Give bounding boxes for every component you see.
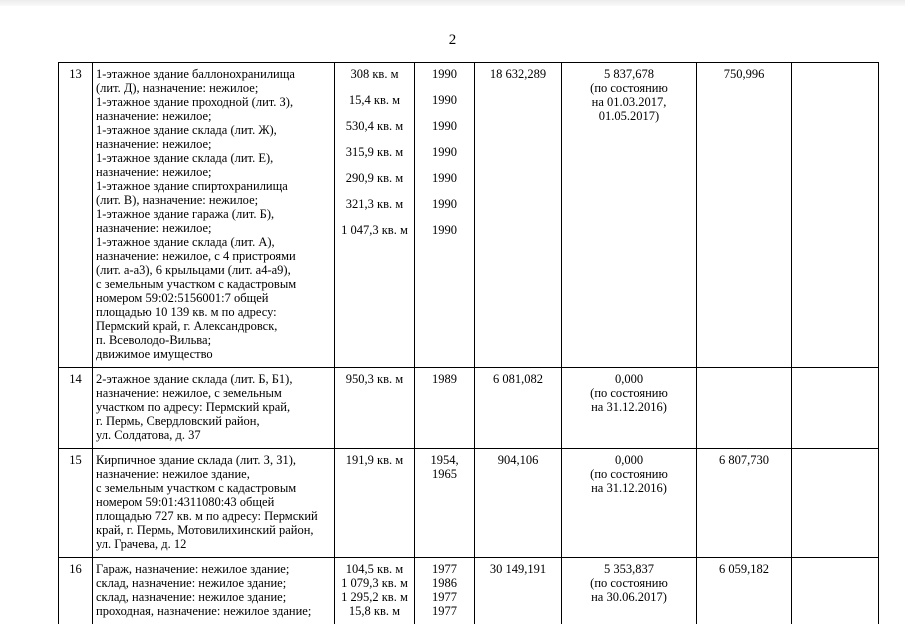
description-line: ул. Грачева, д. 12 xyxy=(96,537,187,551)
description-line: движимое имущество xyxy=(96,347,213,361)
table-row xyxy=(59,368,879,449)
year-value: 1954, xyxy=(430,453,459,467)
area-value: 15,8 кв. м xyxy=(348,604,401,618)
description-line: назначение: нежилое; xyxy=(96,221,212,235)
extra-cell xyxy=(792,449,879,558)
description-line: 1-этажное здание проходной (лит. З), xyxy=(96,95,294,109)
book-value: 18 632,289 xyxy=(489,67,547,81)
assessment-cell xyxy=(697,449,792,558)
row-number: 13 xyxy=(69,67,82,81)
description-cell xyxy=(93,63,335,368)
description-line: 1-этажное здание гаража (лит. Б), xyxy=(96,207,275,221)
area-value: 950,3 кв. м xyxy=(345,372,404,386)
book-value: 6 081,082 xyxy=(493,372,543,386)
description-line: 1-этажное здание склада (лит. Е), xyxy=(96,151,274,165)
year-value: 1989 xyxy=(432,372,457,386)
year-value: 1990 xyxy=(432,119,457,133)
table-row xyxy=(59,558,879,625)
year-value xyxy=(418,159,471,171)
row-number-cell xyxy=(59,449,93,558)
description-line: 1-этажное здание баллонохранилища xyxy=(96,67,295,81)
balance-line: (по состоянию xyxy=(590,386,668,400)
balance-line: на 01.03.2017, xyxy=(591,95,667,109)
balance-line: на 30.06.2017) xyxy=(591,590,667,604)
balance-cell xyxy=(562,368,697,449)
balance-line: на 31.12.2016) xyxy=(591,481,667,495)
area-value xyxy=(338,133,411,145)
description-line: назначение: нежилое; xyxy=(96,137,212,151)
description-line: ул. Солдатова, д. 37 xyxy=(96,428,201,442)
description-line: номером 59:02:5156001:7 общей xyxy=(96,291,269,305)
year-value xyxy=(418,81,471,93)
table-body xyxy=(59,63,879,625)
property-table xyxy=(58,62,879,624)
description-line: Пермский край, г. Александровск, xyxy=(96,319,278,333)
area-value: 1 079,3 кв. м xyxy=(341,576,408,590)
year-value: 1977 xyxy=(432,604,457,618)
year-cell xyxy=(415,558,475,625)
area-value: 15,4 кв. м xyxy=(348,93,401,107)
year-value: 1986 xyxy=(432,576,457,590)
balance-cell xyxy=(562,63,697,368)
extra-cell xyxy=(792,558,879,625)
area-cell xyxy=(335,63,415,368)
description-line: Кирпичное здание склада (лит. З, З1), xyxy=(96,453,296,467)
area-value: 191,9 кв. м xyxy=(345,453,404,467)
area-cell xyxy=(335,368,415,449)
year-value: 1990 xyxy=(432,145,457,159)
description-line: (лит. В), назначение: нежилое; xyxy=(96,193,259,207)
area-value: 315,9 кв. м xyxy=(345,145,404,159)
balance-line: 5 837,678 xyxy=(604,67,654,81)
area-value xyxy=(338,185,411,197)
year-value xyxy=(418,107,471,119)
description-line: (лит. Д), назначение: нежилое; xyxy=(96,81,259,95)
description-line: п. Всеволодо-Вильва; xyxy=(96,333,212,347)
year-value xyxy=(418,133,471,145)
area-value: 321,3 кв. м xyxy=(345,197,404,211)
assessment-value: 750,996 xyxy=(723,67,765,81)
assessment-cell xyxy=(697,368,792,449)
assessment-cell xyxy=(697,558,792,625)
balance-line: 0,000 xyxy=(614,372,644,386)
year-value: 1990 xyxy=(432,197,457,211)
year-value: 1990 xyxy=(432,223,457,237)
description-line: проходная, назначение: нежилое здание; xyxy=(96,604,312,618)
year-cell xyxy=(415,368,475,449)
description-line: (лит. а-а3), 6 крыльцами (лит. а4-а9), xyxy=(96,263,291,277)
row-number-cell xyxy=(59,63,93,368)
balance-line: (по состоянию xyxy=(590,576,668,590)
description-cell xyxy=(93,368,335,449)
description-line: склад, назначение: нежилое здание; xyxy=(96,590,287,604)
area-value: 1 295,2 кв. м xyxy=(341,590,408,604)
description-line: склад, назначение: нежилое здание; xyxy=(96,576,287,590)
balance-line: 01.05.2017) xyxy=(598,109,660,123)
area-value: 290,9 кв. м xyxy=(345,171,404,185)
row-number: 14 xyxy=(69,372,82,386)
balance-line: 0,000 xyxy=(614,453,644,467)
area-value xyxy=(338,107,411,119)
balance-cell xyxy=(562,558,697,625)
book-value: 30 149,191 xyxy=(489,562,547,576)
area-value xyxy=(338,211,411,223)
extra-cell xyxy=(792,63,879,368)
page-number: 2 xyxy=(448,32,457,48)
balance-line: (по состоянию xyxy=(590,81,668,95)
description-line: площадью 10 139 кв. м по адресу: xyxy=(96,305,277,319)
balance-line: на 31.12.2016) xyxy=(591,400,667,414)
extra-cell xyxy=(792,368,879,449)
row-number: 16 xyxy=(69,562,82,576)
area-value: 530,4 кв. м xyxy=(345,119,404,133)
assessment-value: 6 059,182 xyxy=(719,562,769,576)
description-line: назначение: нежилое здание, xyxy=(96,467,250,481)
description-line: назначение: нежилое; xyxy=(96,109,212,123)
book-value-cell xyxy=(475,63,562,368)
balance-cell xyxy=(562,449,697,558)
year-value: 1977 xyxy=(432,590,457,604)
description-line: с земельным участком с кадастровым xyxy=(96,277,297,291)
description-line: край, г. Пермь, Мотовилихинский район, xyxy=(96,523,314,537)
area-cell xyxy=(335,558,415,625)
description-cell xyxy=(93,449,335,558)
area-value: 104,5 кв. м xyxy=(345,562,404,576)
year-value xyxy=(418,211,471,223)
area-cell xyxy=(335,449,415,558)
year-value: 1990 xyxy=(432,93,457,107)
description-line: площадью 727 кв. м по адресу: Пермский xyxy=(96,509,318,523)
description-line: назначение: нежилое, с земельным xyxy=(96,386,282,400)
row-number-cell xyxy=(59,558,93,625)
description-line: номером 59:01:4311080:43 общей xyxy=(96,495,275,509)
year-value: 1977 xyxy=(432,562,457,576)
table-row xyxy=(59,63,879,368)
year-value: 1965 xyxy=(432,467,457,481)
area-value: 1 047,3 кв. м xyxy=(341,223,408,237)
area-value: 308 кв. м xyxy=(350,67,399,81)
description-line: назначение: нежилое, с 4 пристроями xyxy=(96,249,296,263)
assessment-cell xyxy=(697,63,792,368)
description-line: 1-этажное здание склада (лит. Ж), xyxy=(96,123,277,137)
year-cell xyxy=(415,449,475,558)
description-line: 2-этажное здание склада (лит. Б, Б1), xyxy=(96,372,293,386)
book-value-cell xyxy=(475,449,562,558)
description-line: участком по адресу: Пермский край, xyxy=(96,400,291,414)
description-line: назначение: нежилое; xyxy=(96,165,212,179)
year-value: 1990 xyxy=(432,67,457,81)
table-row xyxy=(59,449,879,558)
description-line: 1-этажное здание склада (лит. А), xyxy=(96,235,275,249)
balance-line: (по состоянию xyxy=(590,467,668,481)
book-value-cell xyxy=(475,558,562,625)
balance-line: 5 353,837 xyxy=(604,562,654,576)
description-cell xyxy=(93,558,335,625)
area-value xyxy=(338,81,411,93)
row-number: 15 xyxy=(69,453,82,467)
description-line: 1-этажное здание спиртохранилища xyxy=(96,179,288,193)
assessment-value: 6 807,730 xyxy=(719,453,769,467)
year-value xyxy=(418,185,471,197)
year-value: 1990 xyxy=(432,171,457,185)
description-line: г. Пермь, Свердловский район, xyxy=(96,414,260,428)
description-line: Гараж, назначение: нежилое здание; xyxy=(96,562,290,576)
book-value-cell xyxy=(475,368,562,449)
description-line: с земельным участком с кадастровым xyxy=(96,481,297,495)
page-top-edge xyxy=(0,0,905,6)
book-value: 904,106 xyxy=(497,453,539,467)
row-number-cell xyxy=(59,368,93,449)
year-cell xyxy=(415,63,475,368)
area-value xyxy=(338,159,411,171)
